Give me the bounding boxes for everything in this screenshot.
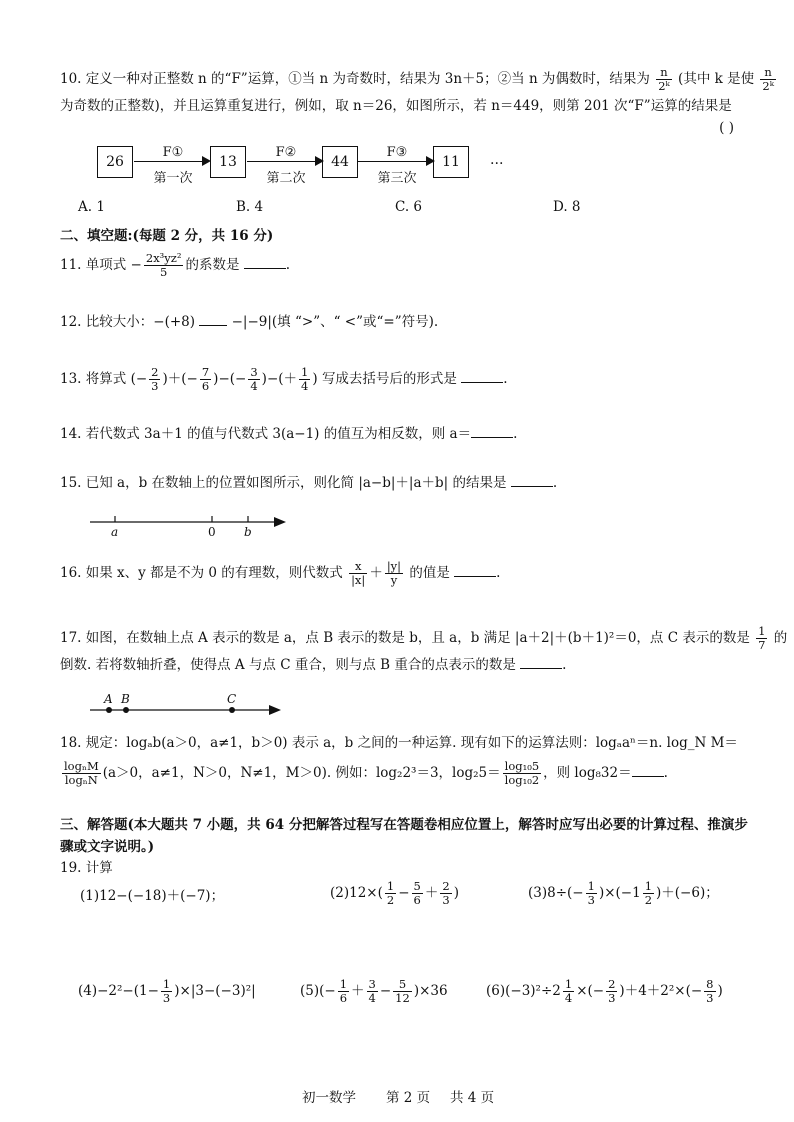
q10-option-b: B. 4 [236,199,264,215]
q15-label-a: a [111,525,119,539]
q10-line1: 10. 定义一种对正整数 n 的“F”运算，①当 n 为奇数时，结果为 3n＋5；②当 n 为偶数时，结果为 $\frac{n}{\text{2ᵏ}}$ (其中 k 是使 $\frac{n}{\text{2ᵏ}}$ [60,65,774,93]
diagram-box-2: 13 [210,146,246,178]
q18-frac2: $\frac{\text{log₁₀5}}{\text{log₁₀2}}$ [504,759,540,787]
q19-part2: (2)12×( $\frac{1}{2}$ − $\frac{5}{6}$ ＋ $\frac{2}{3}$ ) [330,879,459,907]
q11: 11. 单项式 − $\frac{\text{2x³yz²}}{5}$ 的系数是 . [60,251,291,279]
q18-frac1: $\frac{\text{logₙM}}{\text{logₙN}}$ [64,759,99,787]
q11-blank [244,254,286,269]
q13-blank [461,368,503,383]
diagram-count-3: 第三次 [377,171,417,186]
q17-frac: $\frac{1}{7}$ [758,624,766,652]
diagram-op-1: F① [162,145,184,160]
q19-title: 19. 计算 [60,860,113,876]
diagram-box-4: 11 [433,146,469,178]
diagram-count-2: 第二次 [266,171,306,186]
q16: 16. 如果 x、y 都是不为 0 的有理数，则代数式 $\frac{x}{|x|}$ ＋ $\frac{|y|}{y}$ 的值是 . [60,559,501,587]
diagram-ellipsis: … [490,152,504,168]
q10-option-c: C. 6 [395,199,423,215]
q19-part3: (3)8÷(− $\frac{1}{3}$ )×(−1 $\frac{1}{2}$ )＋(−6)； [528,879,719,907]
q18-line1: 18. 规定：logₐb(a＞0，a≠1，b＞0) 表示 a，b 之间的一种运算. 现有如下的运算法则：logₐaⁿ＝n. log_N M＝ [60,735,738,751]
q15-label-b: b [244,525,252,539]
q15: 15. 已知 a，b 在数轴上的位置如图所示，则化简 |a−b|＋|a＋b| 的结果是 . [60,472,754,493]
q18-line2: $\frac{\text{logₙM}}{\text{logₙN}}$ (a＞0，a≠1，N＞0，N≠1，M＞0). 例如：log₂2³＝3，log₂5＝ $\frac{\text{log₁₀5}}{\text{log₁₀2}}$ ，则 log₈32＝ . [64,759,668,787]
diagram-op-3: F③ [386,145,408,160]
q19-part1: (1)12−(−18)＋(−7)； [80,888,225,904]
q17-label-B: B [121,692,130,706]
q16-frac2: $\frac{|y|}{y}$ [386,559,402,587]
q10-option-a: A. 1 [78,199,105,215]
footer-total: 共 4 页 [450,1090,495,1106]
q12: 12. 比较大小：−(+8) −|−9|(填 “>”、“ <”或“=”符号). [60,311,754,332]
q17-label-C: C [227,692,237,706]
q18-blank [632,762,664,777]
q13-expr: (− $\frac{2}{3}$ )＋(− $\frac{7}{6}$ )−(− $\frac{3}{4}$ )−(＋ $\frac{1}{4}$ ) [130,365,318,393]
q14-blank [471,423,513,438]
q12-blank [199,311,227,326]
q17-blank [520,654,562,669]
q14: 14. 若代数式 3a＋1 的值与代数式 3(a−1) 的值互为相反数，则 a＝ . [60,423,754,444]
q17-line1: 17. 如图，在数轴上点 A 表示的数是 a，点 B 表示的数是 b，且 a，b 满足 |a＋2|＋(b＋1)²＝0，点 C 表示的数是 $\frac{1}{7}$ 的 [60,624,788,652]
q16-blank [454,562,496,577]
diagram-box-3: 44 [322,146,358,178]
footer-page: 第 2 页 [386,1090,431,1106]
q15-blank [511,472,553,487]
diagram-op-2: F② [275,145,297,160]
q19-part6: (6)(−3)²÷2 $\frac{1}{4}$ ×(− $\frac{2}{3}$ )＋4＋2²×(− $\frac{8}{3}$ ) [486,977,723,1005]
q10-option-d: D. 8 [553,199,581,215]
q16-frac1: $\frac{x}{|x|}$ [351,559,366,587]
section3-title: 三、解答题(本大题共 7 小题，共 64 分把解答过程写在答题卷相应位置上，解答时应写出必要的计算过程、推演步骤或文字说明。) [60,817,748,855]
q10-frac1: $\frac{n}{\text{2ᵏ}}$ [658,65,670,93]
q10-answer-paren: ( ) [719,120,734,136]
section2-title: 二、填空题:(每题 2 分，共 16 分) [60,228,274,244]
footer-subject: 初一数学 [302,1090,356,1106]
q15-label-0: 0 [208,525,216,539]
q13: 13. 将算式 (− $\frac{2}{3}$ )＋(− $\frac{7}{6}$ )−(− $\frac{3}{4}$ )−(＋ $\frac{1}{4}$ ) 写成去括号后的形式是 . [60,365,508,393]
q10-frac2: $\frac{n}{\text{2ᵏ}}$ [762,65,774,93]
diagram-arrow-3 [358,161,428,162]
diagram-box-1: 26 [97,146,133,178]
diagram-count-1: 第一次 [153,171,193,186]
q11-frac: $\frac{\text{2x³yz²}}{5}$ [145,251,182,279]
q17-label-A: A [104,692,113,706]
diagram-arrow-2 [247,161,317,162]
q10-line2: 为奇数的正整数)，并且运算重复进行，例如，取 n＝26，如图所示，若 n＝449，则第 201 次“F”运算的结果是 [60,98,732,114]
q17-number-line [88,702,284,718]
q17-line2: 倒数. 若将数轴折叠，使得点 A 与点 C 重合，则与点 B 重合的点表示的数是 . [60,654,754,675]
q19-part5: (5)(− $\frac{1}{6}$ ＋ $\frac{3}{4}$ − $\frac{5}{12}$ )×36 [300,977,448,1005]
q19-part4: (4)−2²−(1− $\frac{1}{3}$ )×|3−(−3)²| [78,977,256,1005]
diagram-arrow-1 [134,161,204,162]
